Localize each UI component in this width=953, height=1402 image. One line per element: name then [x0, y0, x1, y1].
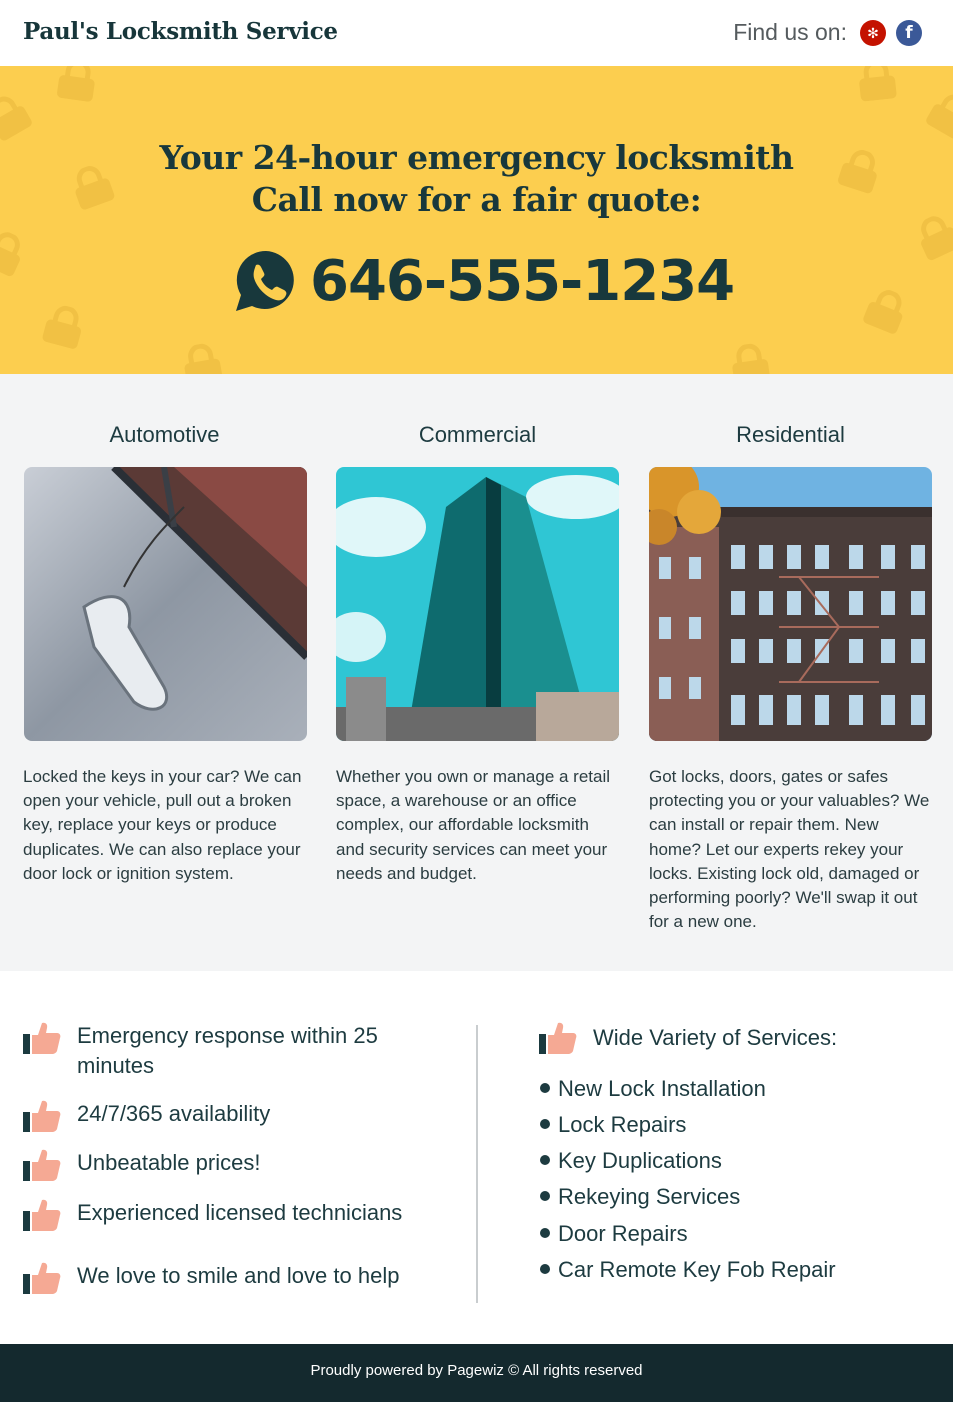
site-footer — [0, 1344, 953, 1402]
list-item — [540, 1148, 722, 1174]
features-section — [0, 971, 953, 1344]
feature-item — [23, 1021, 437, 1081]
list-item-text: Key Duplications — [558, 1148, 722, 1173]
services-section — [0, 374, 953, 971]
list-item — [540, 1184, 740, 1210]
padlock-icon — [177, 340, 227, 374]
hero-headline: Your 24-hour emergency locksmith — [159, 138, 794, 177]
list-item-text: Lock Repairs — [558, 1112, 687, 1137]
feature-item — [23, 1261, 437, 1295]
padlock-icon — [853, 66, 901, 102]
padlock-icon — [38, 301, 91, 351]
thumbs-up-icon — [23, 1021, 61, 1055]
brand-logo[interactable]: Paul's Locksmith Service — [23, 18, 338, 45]
phone-cta[interactable] — [234, 246, 734, 316]
hero-banner — [0, 66, 953, 374]
thumbs-up-icon — [539, 1021, 577, 1055]
padlock-icon — [52, 66, 101, 103]
padlock-icon — [725, 341, 774, 374]
service-text-automotive: Locked the keys in your car? We can open your vehicle, pull out a broken key, replace your keys or produce duplicates. We can also replace your door lock or ignition system. — [23, 767, 302, 883]
brick-apartment-building-photo — [649, 467, 932, 741]
hero-subheadline: Call now for a fair quote: — [251, 180, 702, 219]
feature-item — [23, 1198, 437, 1232]
glass-skyscraper-photo — [336, 467, 619, 741]
padlock-icon — [921, 86, 953, 143]
variety-title: Wide Variety of Services: — [593, 1025, 838, 1050]
padlock-icon — [0, 88, 37, 145]
find-us-label: Find us on: — [733, 19, 847, 45]
bullet-dot — [540, 1119, 550, 1129]
facebook-icon[interactable]: f — [896, 20, 922, 46]
list-item-text: New Lock Installation — [558, 1076, 766, 1101]
feature-text: Emergency response within 25 minutes — [77, 1023, 378, 1078]
thumbs-up-icon — [23, 1261, 61, 1295]
service-title-residential: Residential — [736, 422, 845, 447]
service-title-commercial: Commercial — [418, 422, 537, 447]
list-item-text: Rekeying Services — [558, 1184, 741, 1209]
service-text-residential: Got locks, doors, gates or safes protecting you or your valuables? We can install or repair them. New home? Let our experts rekey your locks. Existing lock old, damaged or performing poorly? We'll swap it out for a new one. — [649, 767, 930, 932]
list-item — [540, 1257, 836, 1283]
bullet-dot — [540, 1191, 550, 1201]
bullet-dot — [540, 1264, 550, 1274]
variety-heading — [539, 1021, 913, 1055]
thumbs-up-icon — [23, 1148, 61, 1182]
list-item — [540, 1112, 686, 1138]
thumbs-up-icon — [23, 1198, 61, 1232]
padlock-icon — [0, 225, 32, 280]
thumbs-up-icon — [23, 1099, 61, 1133]
list-item — [540, 1221, 688, 1247]
bullet-dot — [540, 1155, 550, 1165]
feature-text: Unbeatable prices! — [77, 1150, 261, 1175]
phone-number[interactable]: 646-555-1234 — [310, 248, 735, 314]
car-door-handle-photo — [24, 467, 307, 741]
bullet-dot — [540, 1083, 550, 1093]
feature-item — [23, 1148, 437, 1182]
service-text-commercial: Whether you own or manage a retail space, a warehouse or an office complex, our affordable locksmith and security services can meet your needs and budget. — [336, 767, 611, 883]
list-item-text: Car Remote Key Fob Repair — [558, 1257, 836, 1282]
list-item-text: Door Repairs — [558, 1221, 688, 1246]
site-header — [0, 0, 953, 66]
padlock-icon — [858, 283, 914, 337]
feature-text: We love to smile and love to help — [77, 1263, 400, 1288]
phone-icon — [234, 249, 298, 313]
feature-item — [23, 1099, 437, 1133]
column-divider — [476, 1025, 478, 1303]
service-title-automotive: Automotive — [109, 422, 220, 447]
bullet-dot — [540, 1228, 550, 1238]
feature-text: 24/7/365 availability — [77, 1101, 271, 1126]
yelp-icon[interactable]: ✻ — [860, 20, 886, 46]
footer-copyright: Proudly powered by Pagewiz © All rights reserved — [310, 1362, 643, 1379]
feature-text: Experienced licensed technicians — [77, 1200, 403, 1225]
list-item — [540, 1076, 766, 1102]
